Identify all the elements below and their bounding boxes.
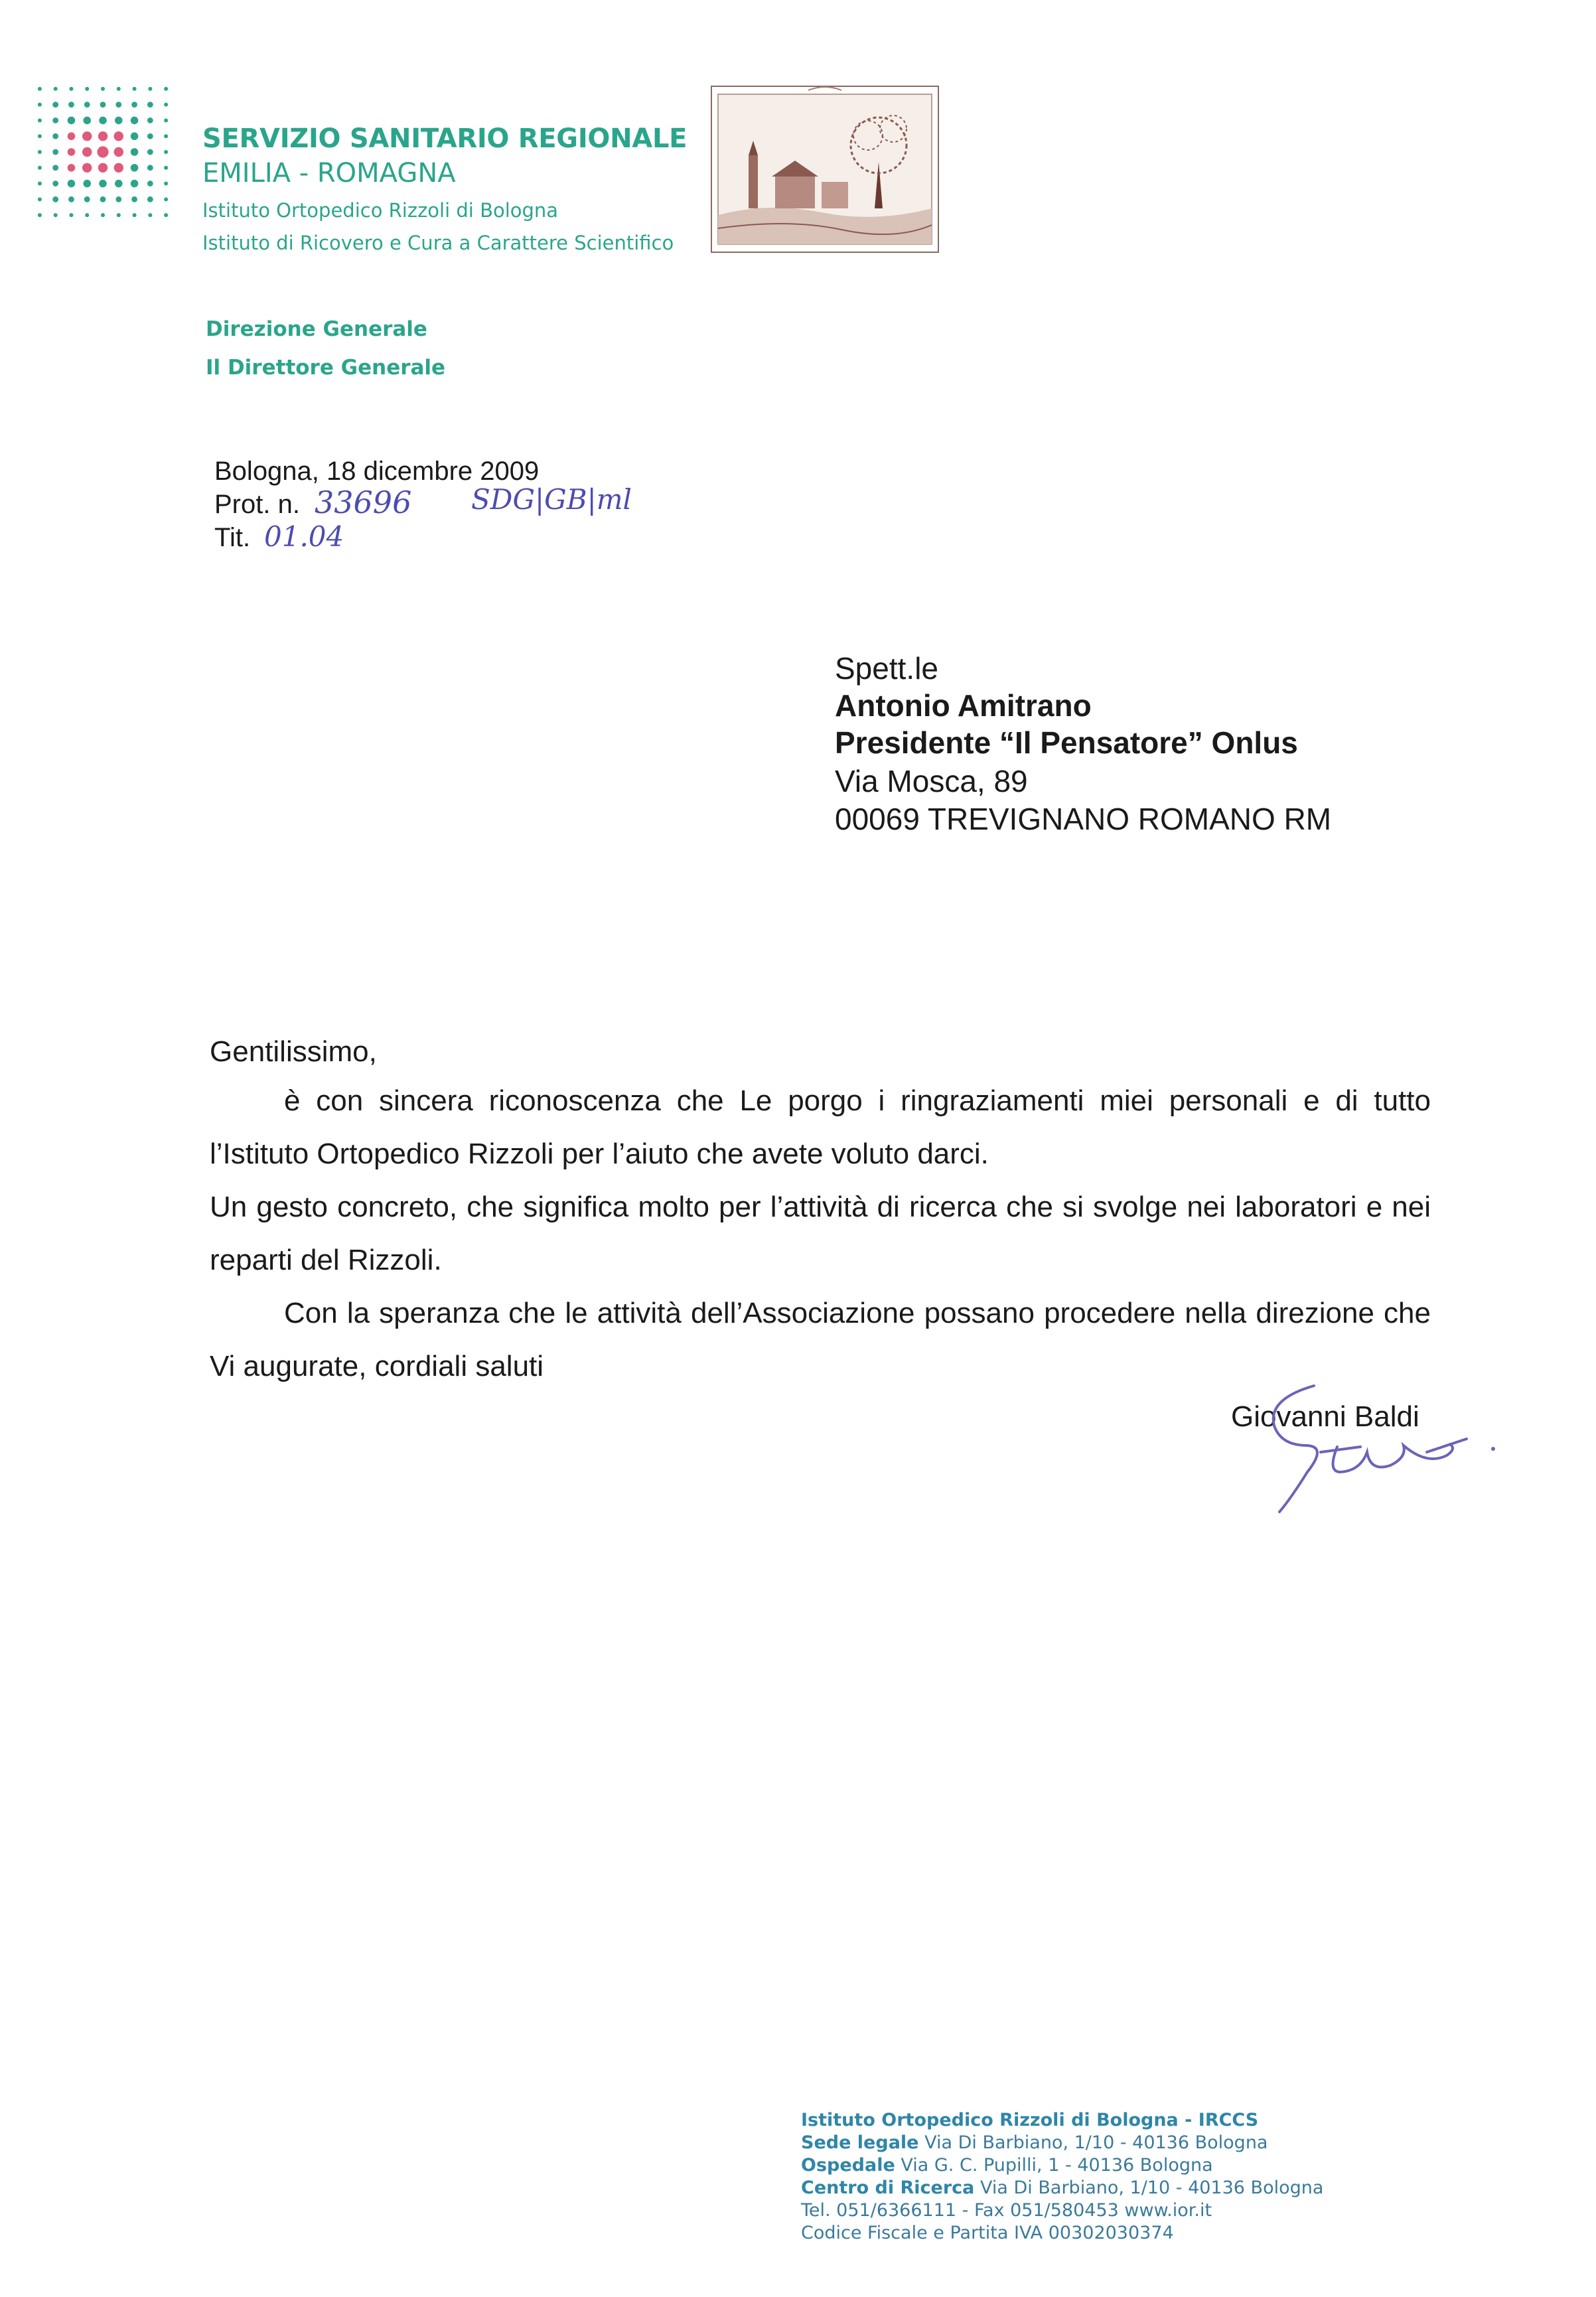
footer-research-value: Via Di Barbiano, 1/10 - 40136 Bologna [980,2178,1324,2198]
body-paragraph-3: Con la speranza che le attività dell’Associazione possano procedere nella direzione che Vi augurate, cordiali saluti [210,1297,1431,1382]
org-name-line1: SERVIZIO SANITARIO REGIONALE [202,123,688,154]
recipient-city: 00069 TREVIGNANO ROMANO RM [835,802,1332,836]
title-label: Tit. [214,523,251,552]
org-name-line4: Istituto di Ricovero e Cura a Carattere Scientifico [202,232,674,254]
signer-name: Giovanni Baldi [1231,1400,1419,1433]
footer-legal-label: Sede legale [801,2132,919,2153]
recipient-street: Via Mosca, 89 [835,764,1028,798]
title-value: 01.04 [264,520,344,553]
footer-research-address [801,2178,1323,2198]
protocol-number: 33696 [315,484,412,520]
org-name-line3: Istituto Ortopedico Rizzoli di Bologna [202,199,559,222]
footer-institute: Istituto Ortopedico Rizzoli di Bologna - IRCCS [801,2110,1259,2130]
footer-hospital-address [801,2155,1213,2176]
org-name-line2: EMILIA - ROMAGNA [202,158,456,188]
footer-legal-address [801,2132,1268,2153]
recipient-name: Antonio Amitrano [835,688,1092,723]
footer-research-label: Centro di Ricerca [801,2178,975,2198]
place-date: Bologna, 18 dicembre 2009 [214,457,540,486]
department-name: Direzione Generale [206,317,427,341]
handwritten-signature-icon [1228,1372,1506,1525]
landscape-illustration-icon [709,82,941,256]
protocol-label: Prot. n. [214,490,300,519]
footer-contacts: Tel. 051/6366111 - Fax 051/580453 www.ior.it [801,2200,1212,2221]
recipient-role: Presidente “Il Pensatore” Onlus [835,725,1298,760]
footer-hospital-value: Via G. C. Pupilli, 1 - 40136 Bologna [901,2155,1213,2176]
footer-hospital-label: Ospedale [801,2155,895,2176]
logo-icon [32,81,174,223]
department-title: Il Direttore Generale [206,356,446,380]
protocol-code: SDG|GB|ml [471,483,632,516]
body-paragraph-2: Un gesto concreto, che significa molto per l’attività di ricerca che si svolge nei laboratori e nei reparti del Rizzoli. [210,1191,1431,1276]
footer-legal-value: Via Di Barbiano, 1/10 - 40136 Bologna [924,2132,1268,2153]
body-paragraph-1: è con sincera riconoscenza che Le porgo i ringraziamenti miei personali e di tutto l’Istituto Ortopedico Rizzoli per l’aiuto che avete voluto darci. [210,1084,1431,1170]
greeting: Gentilissimo, [210,1035,377,1068]
footer-tax-code: Codice Fiscale e Partita IVA 00302030374 [801,2223,1174,2243]
recipient-salutation: Spett.le [835,651,938,686]
